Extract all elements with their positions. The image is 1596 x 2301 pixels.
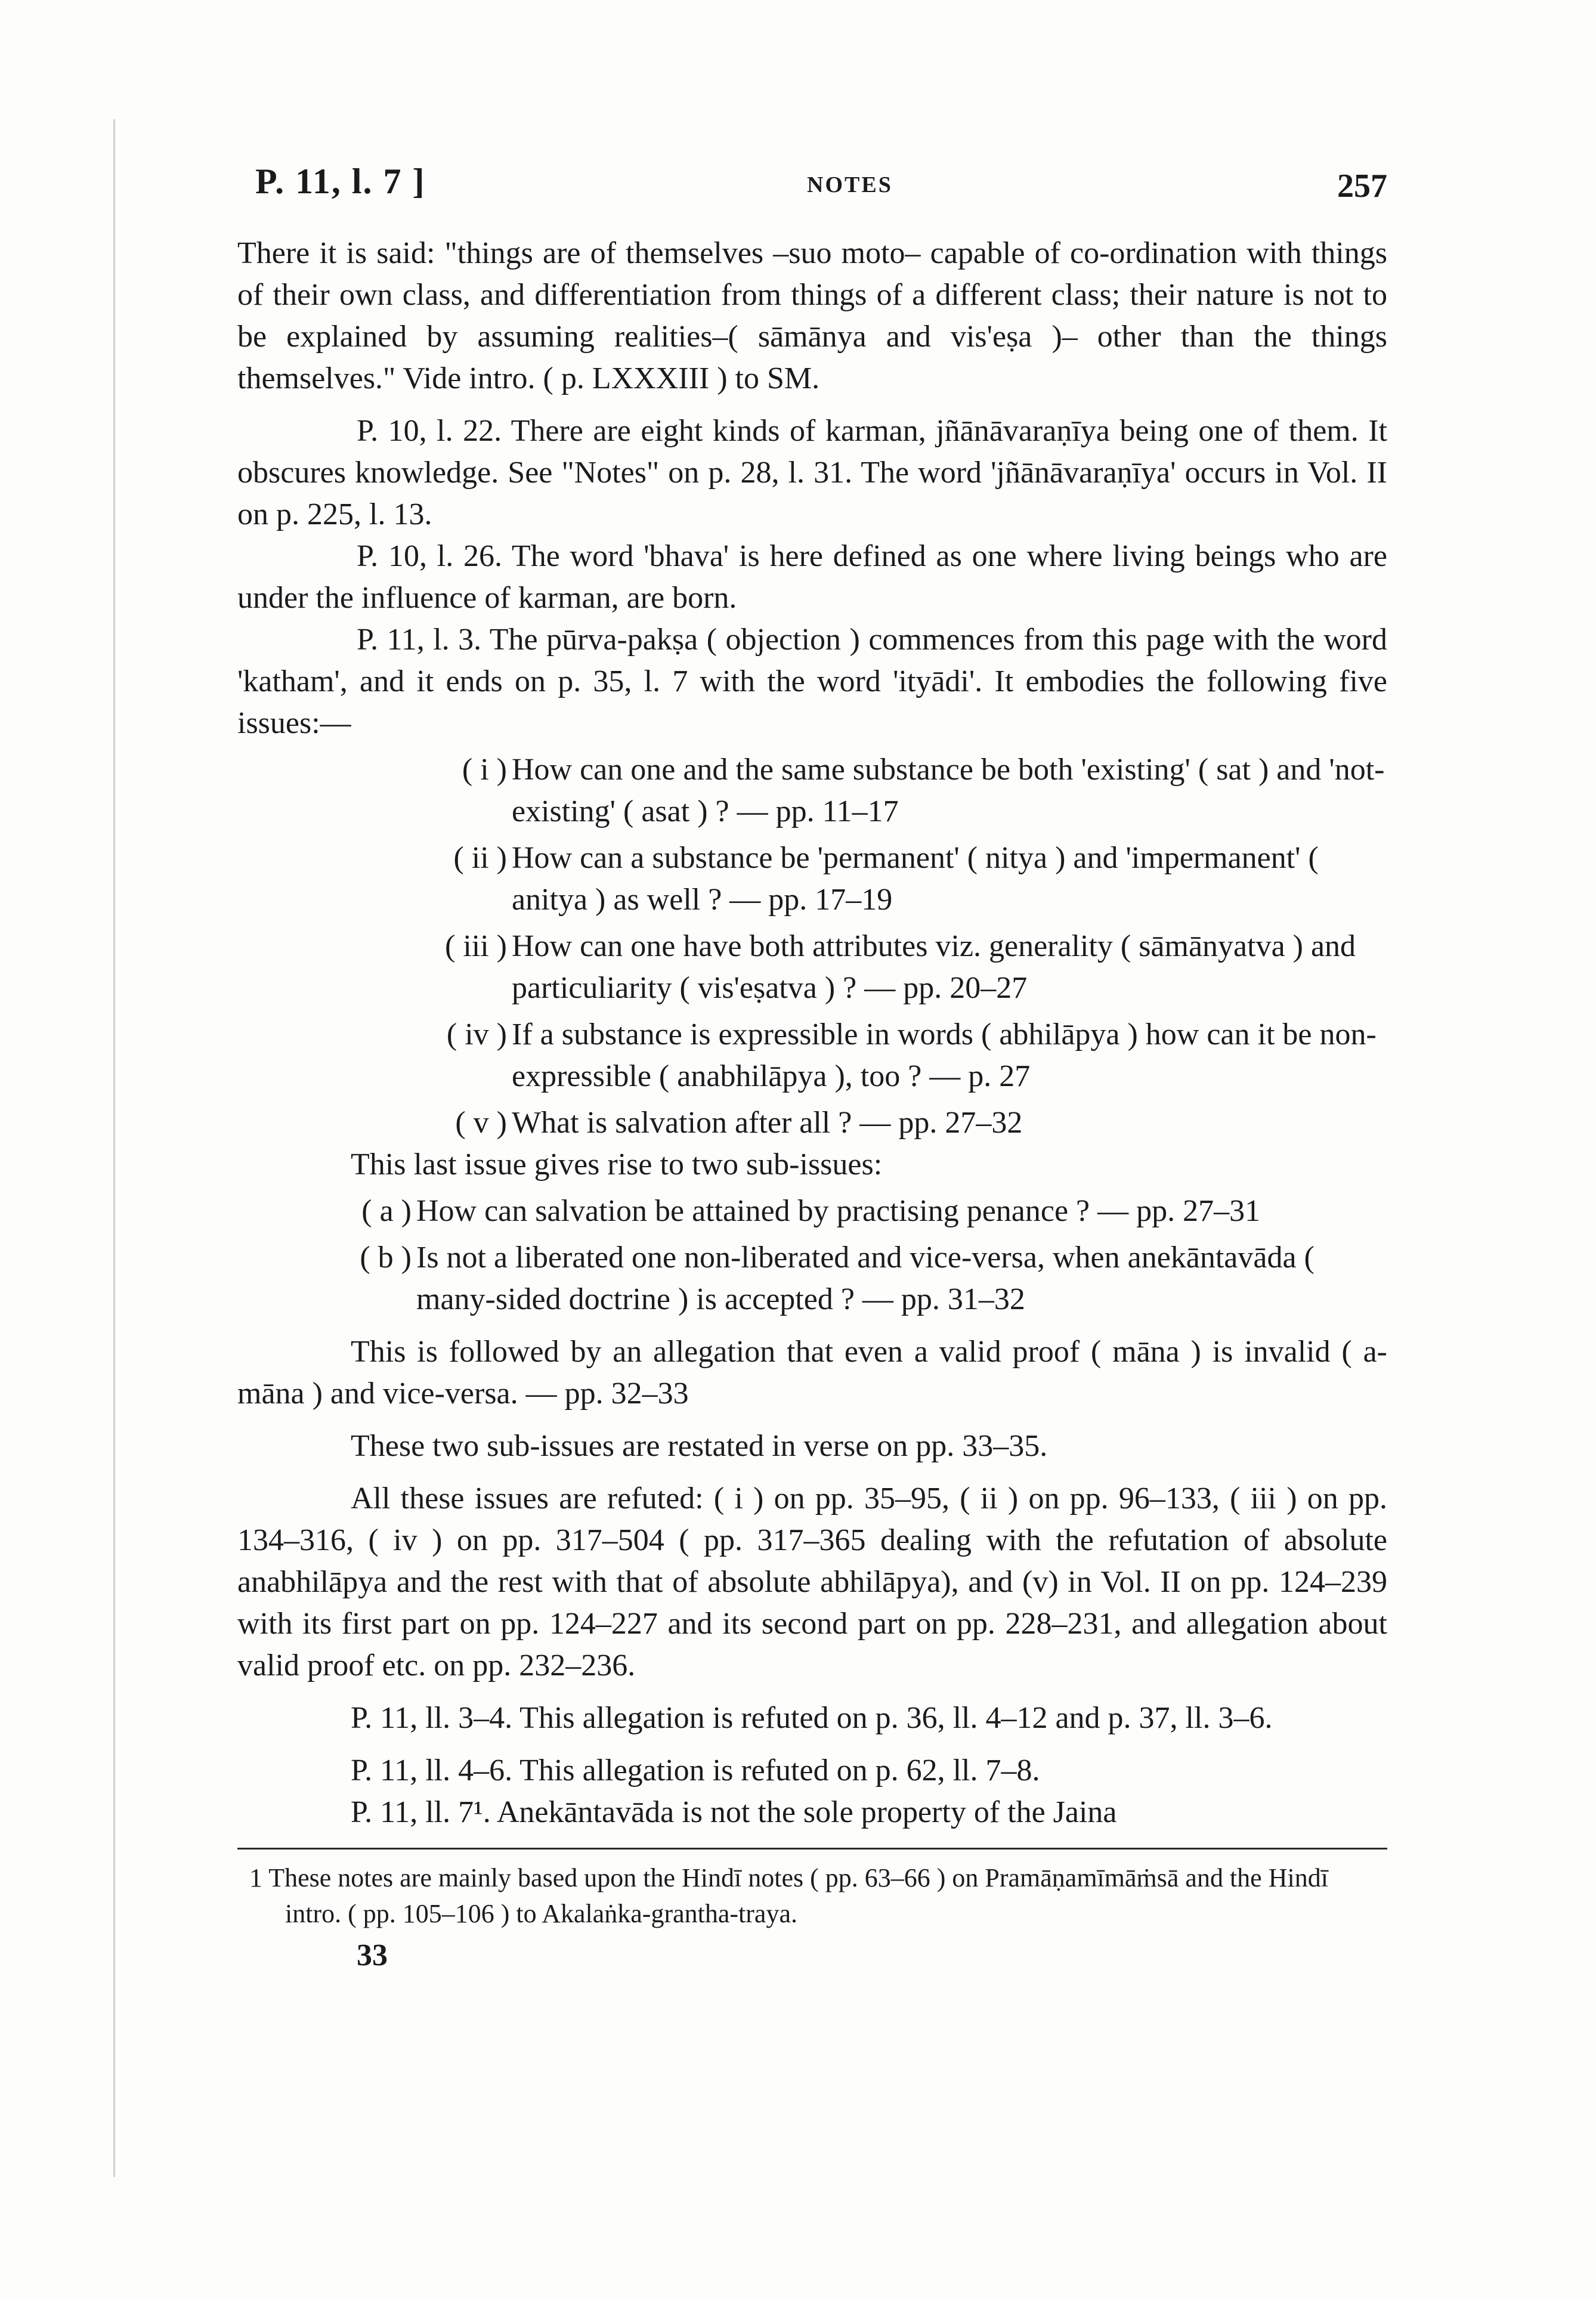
sub-issue-label: ( b ): [360, 1241, 412, 1275]
allegation-paragraph: This is followed by an allegation that even a valid proof ( māna ) is invalid ( a-māna ) and vice-versa. — pp. 32–33: [237, 1335, 1387, 1411]
issue-text: How can one have both attributes viz. generality ( sāmānyatva ) and particuliarity ( vis'eṣatva ) ? — pp. 20–27: [512, 929, 1356, 1005]
issue-item: [237, 1014, 1387, 1097]
issue-text: If a substance is expressible in words ( abhilāpya ) how can it be non-expressible ( anabhilāpya ), too ? — p. 27: [512, 1017, 1377, 1093]
issues-list: [237, 749, 1387, 1144]
footnote-rule: [237, 1848, 1387, 1850]
header-title: NOTES: [807, 172, 893, 197]
issue-text: How can a substance be 'permanent' ( nitya ) and 'impermanent' ( anitya ) as well ? — pp. 17–19: [512, 841, 1319, 917]
sub-issues-list: [237, 1190, 1387, 1320]
header-reference: P. 11, l. 7 ]: [255, 162, 426, 201]
note-p11-ll3-4: P. 11, ll. 3–4. This allegation is refuted on p. 36, ll. 4–12 and p. 37, ll. 3–6.: [351, 1701, 1273, 1735]
restated-paragraph: These two sub-issues are restated in verse on pp. 33–35.: [351, 1429, 1048, 1463]
refuted-paragraph: All these issues are refuted: ( i ) on pp. 35–95, ( ii ) on pp. 96–133, ( iii ) on pp. 134–316, ( iv ) on pp. 317–504 ( pp. 317–365 dealing with the refutation of absolute anabhilāpya and the rest with that of absolute abhilāpya), and (v) in Vol. II on pp. 124–239 with its first part on pp. 124–227 and its second part on pp. 228–231, and allegation about valid proof etc. on pp. 232–236.: [237, 1482, 1387, 1683]
note-p11-l3: P. 11, l. 3. The pūrva-pakṣa ( objection ) commences from this page with the word 'katham', and it ends on p. 35, l. 7 with the word 'ityādi'. It embodies the following five issues:—: [237, 623, 1387, 740]
page-number: 257: [1337, 168, 1387, 205]
page: [237, 161, 1387, 1973]
issue-label: ( iv ): [446, 1017, 507, 1051]
issue-item: [237, 926, 1387, 1009]
issue-item: [237, 749, 1387, 833]
note-p11-ll4-6: P. 11, ll. 4–6. This allegation is refuted on p. 62, ll. 7–8.: [351, 1753, 1040, 1787]
sub-issue-text: Is not a liberated one non-liberated and vice-versa, when anekāntavāda ( many-sided doctrine ) is accepted ? — pp. 31–32: [416, 1241, 1314, 1316]
sub-issue-text: How can salvation be attained by practising penance ? — pp. 27–31: [416, 1194, 1261, 1228]
issue-label: ( i ): [462, 753, 507, 787]
issue-item: [237, 1102, 1387, 1144]
sub-issue-label: ( a ): [361, 1194, 412, 1228]
issue-label: ( iii ): [445, 929, 507, 963]
intro-paragraph: There it is said: "things are of themselves –suo moto– capable of co-ordination with things of their own class, and differentiation from things of a different class; their nature is not to be explained by assuming realities–( sāmānya and vis'eṣa )– other than the things themselves." Vide intro. ( p. LXXXIII ) to SM.: [237, 236, 1387, 395]
issue-item: [237, 837, 1387, 921]
last-issue-line: This last issue gives rise to two sub-issues:: [351, 1148, 883, 1182]
note-p11-ll7: P. 11, ll. 7¹. Anekāntavāda is not the sole property of the Jaina: [351, 1795, 1117, 1829]
footnote: 1 These notes are mainly based upon the Hindī notes ( pp. 63–66 ) on Pramāṇamīmāṁsā and the Hindī intro. ( pp. 105–106 ) to Akalaṅka-grantha-traya.: [249, 1863, 1328, 1928]
issue-text: What is salvation after all ? — pp. 27–32: [512, 1106, 1023, 1140]
running-header: [237, 161, 1387, 233]
signature-mark: 33: [357, 1938, 388, 1972]
issue-label: ( v ): [455, 1106, 507, 1140]
sub-issue-item: [237, 1237, 1387, 1320]
margin-rule: [113, 119, 115, 2177]
sub-issue-item: [237, 1190, 1387, 1232]
issue-label: ( ii ): [453, 841, 507, 875]
note-p10-l26: P. 10, l. 26. The word 'bhava' is here defined as one where living beings who are under the influence of karman, are born.: [237, 539, 1387, 615]
note-p10-l22: P. 10, l. 22. There are eight kinds of karman, jñānāvaraṇīya being one of them. It obscures knowledge. See "Notes" on p. 28, l. 31. The word 'jñānāvaraṇīya' occurs in Vol. II on p. 225, l. 13.: [237, 414, 1387, 531]
issue-text: How can one and the same substance be both 'existing' ( sat ) and 'not-existing' ( asat ) ? — pp. 11–17: [512, 753, 1385, 828]
